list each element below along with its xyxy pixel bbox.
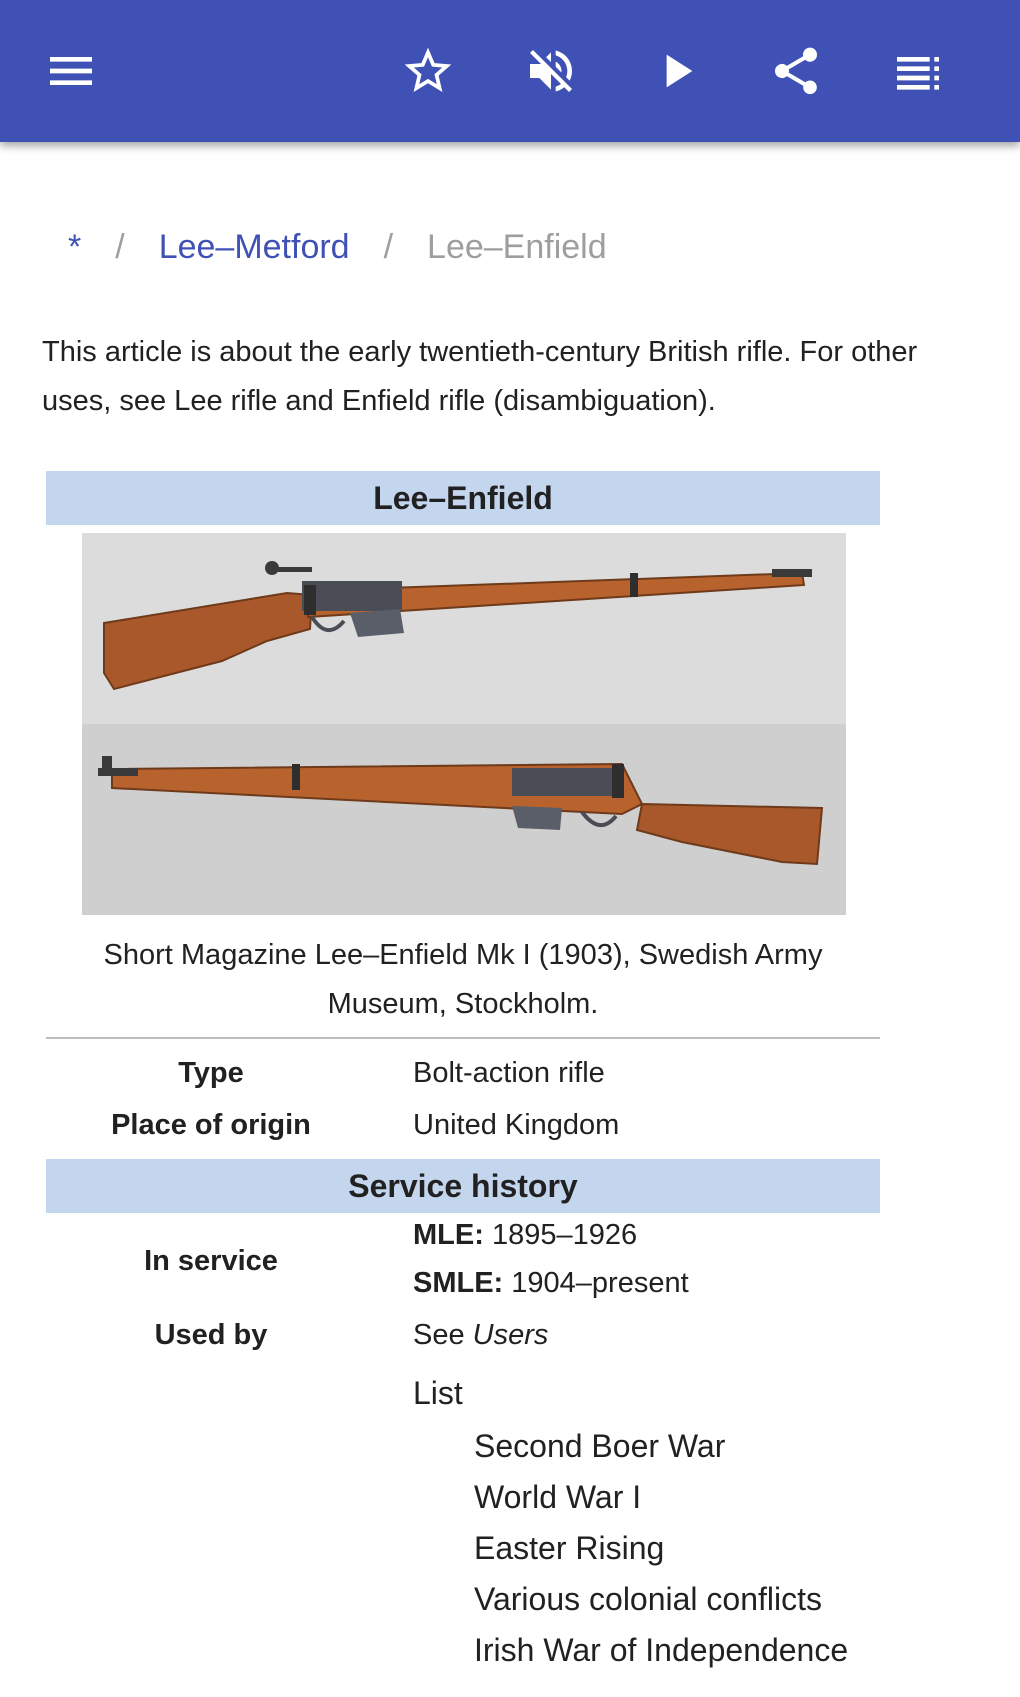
origin-row [46, 1103, 880, 1157]
rifle-image[interactable] [82, 533, 846, 915]
contents-button[interactable] [882, 35, 954, 107]
origin-value: United Kingdom [413, 1109, 620, 1141]
play-button[interactable] [640, 35, 712, 107]
breadcrumb-separator: / [383, 228, 394, 266]
breadcrumb [68, 228, 607, 267]
origin-label: Place of origin [111, 1109, 311, 1141]
type-row [46, 1049, 880, 1103]
breadcrumb-current: Lee–Enfield [427, 228, 607, 266]
smle-value [413, 1267, 689, 1300]
app-bar [0, 0, 1020, 142]
wars-list-label[interactable]: List [413, 1375, 463, 1411]
type-label: Type [178, 1057, 244, 1089]
type-value: Bolt-action rifle [413, 1057, 605, 1089]
divider [46, 1037, 880, 1039]
breadcrumb-separator: / [115, 228, 125, 266]
breadcrumb-home[interactable]: * [68, 228, 82, 266]
star-icon [400, 43, 456, 99]
menu-icon [43, 43, 99, 99]
list-item[interactable]: Various colonial conflicts [474, 1581, 823, 1617]
image-caption: Short Magazine Lee–Enfield Mk I (1903), Swedish Army Museum, Stockholm. [103, 939, 823, 1020]
share-icon [768, 43, 824, 99]
mute-button[interactable] [515, 35, 587, 107]
service-history-header: Service history [46, 1159, 880, 1213]
wars-list [474, 1421, 848, 1676]
wars-row [46, 1367, 880, 1697]
used-by-row [46, 1315, 880, 1367]
used-by-value [413, 1319, 548, 1352]
list-item[interactable]: Easter Rising [474, 1530, 665, 1566]
users-link[interactable]: Users [472, 1319, 549, 1351]
mle-label: MLE: [413, 1219, 484, 1251]
rifle-image-bottom [82, 724, 846, 915]
used-by-label: Used by [154, 1319, 268, 1351]
rifle-image-top [82, 533, 846, 724]
play-icon [648, 43, 704, 99]
infobox [46, 471, 880, 1697]
bookmark-button[interactable] [392, 35, 464, 107]
used-by-prefix: See [413, 1319, 465, 1351]
list-item[interactable]: Irish War of Independence [474, 1632, 849, 1668]
mle-value [413, 1219, 637, 1252]
list-item[interactable]: Second Boer War [474, 1428, 726, 1464]
volume-off-icon [523, 43, 579, 99]
in-service-label: In service [144, 1245, 278, 1277]
list-item[interactable]: World War I [474, 1479, 642, 1515]
smle-years: 1904–present [511, 1267, 689, 1299]
infobox-title: Lee–Enfield [46, 471, 880, 525]
in-service-row [46, 1213, 880, 1315]
mle-years: 1895–1926 [491, 1219, 638, 1251]
breadcrumb-parent-link[interactable]: Lee–Metford [158, 228, 350, 266]
menu-button[interactable] [35, 35, 107, 107]
list-menu-icon [890, 43, 946, 99]
smle-label: SMLE: [413, 1267, 504, 1299]
hatnote: This article is about the early twentieth-century British rifle. For other uses, see Lee rifle and Enfield rifle (disambiguation). [42, 336, 918, 417]
share-button[interactable] [760, 35, 832, 107]
